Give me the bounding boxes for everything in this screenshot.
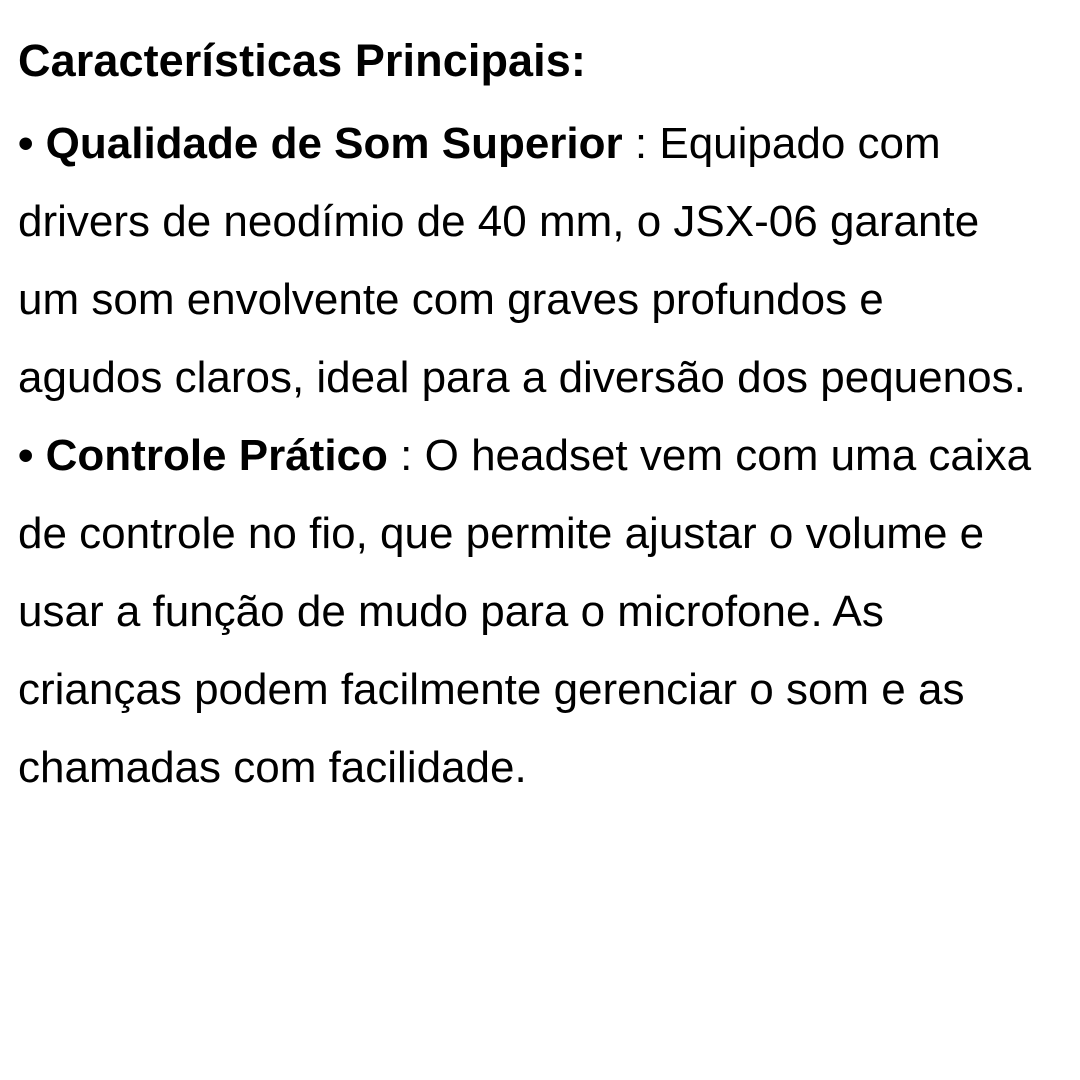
feature-title: Controle Prático [45, 431, 388, 480]
feature-item [18, 105, 1040, 417]
feature-body: Equipado com drivers de neodímio de 40 mm, o JSX-06 garante um som envolvente com graves profundos e agudos claros, ideal para a diversão dos pequenos. [18, 119, 1026, 402]
feature-item [18, 417, 1040, 807]
page-title: Características Principais: [18, 35, 586, 86]
feature-separator: : [400, 431, 413, 480]
feature-title: Qualidade de Som Superior [45, 119, 623, 168]
bullet-icon: • [18, 119, 34, 168]
feature-body: O headset vem com uma caixa de controle no fio, que permite ajustar o volume e usar a função de mudo para o microfone. As crianças podem facilmente gerenciar o som e as chamadas com facilidade. [18, 431, 1032, 792]
bullet-icon: • [18, 431, 34, 480]
feature-separator: : [634, 119, 648, 168]
